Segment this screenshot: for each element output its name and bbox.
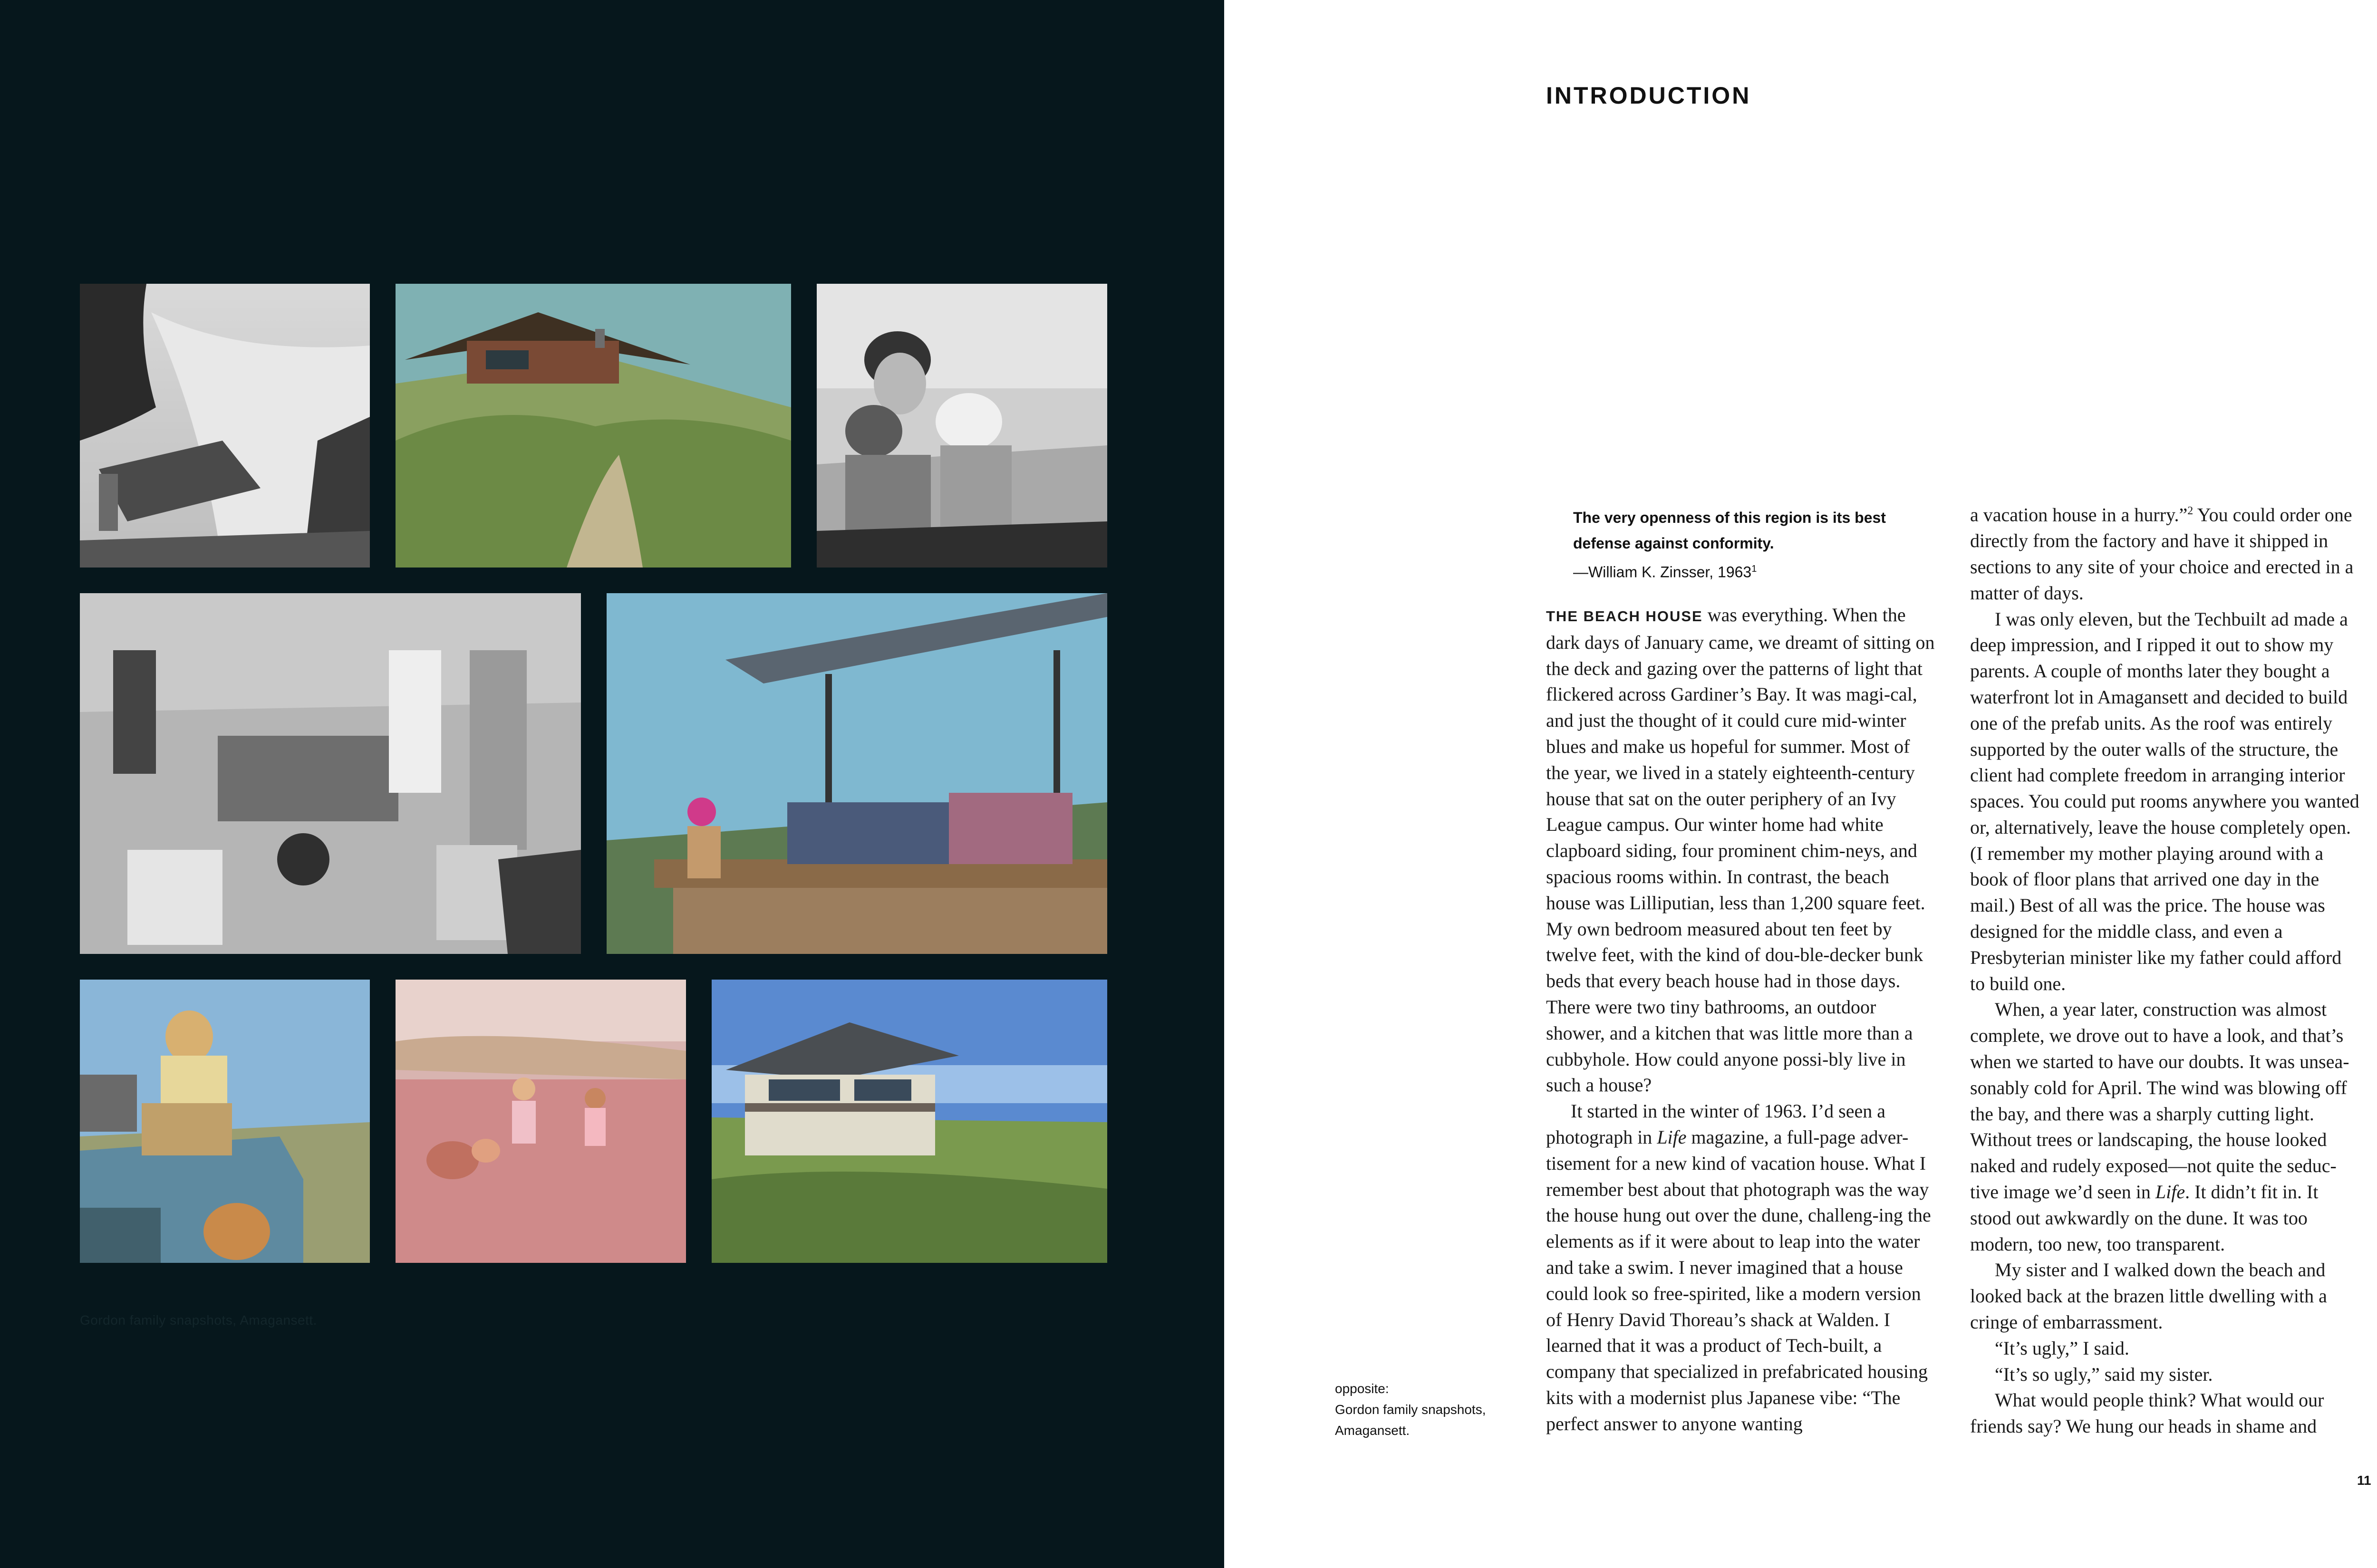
lead-in: THE BEACH HOUSE <box>1546 608 1703 625</box>
paragraph: What would people think? What would our friends say? We hung our heads in shame and <box>1970 1389 2324 1437</box>
paragraph-text: . It didn’t fit in. It stood out awkwardly on the dune. It was too modern, too new, too transparent. <box>1970 1181 2319 1255</box>
body-column-1 <box>1546 602 1936 1437</box>
paragraph-text: It started in the winter of 1963. I’d seen a photograph in <box>1546 1100 1886 1148</box>
photo-mother-children-bw <box>817 284 1107 568</box>
footnote-ref-2: 2 <box>2187 505 2193 517</box>
paragraph <box>1546 602 1936 1098</box>
photo-porch-family-color <box>607 593 1107 954</box>
photo-house-dune-color <box>396 284 791 568</box>
caption-line: Amagansett. <box>1335 1423 1410 1438</box>
caption-label: opposite: <box>1335 1381 1389 1396</box>
paragraph-text: When, a year later, construction was almost complete, we drove out to have a look, and that’s when we started to have our doubts. It was unsea-sonably cold for April. The wind was blowing off the bay, and there was a sharply cutting light. Without trees or landscaping, the house looked naked and rudely exposed—not quite the seduc-tive image we’d seen in <box>1970 999 2349 1203</box>
chapter-heading: INTRODUCTION <box>1546 82 1751 109</box>
caption-line: Gordon family snapshots, <box>1335 1402 1486 1417</box>
paragraph-text: You could order one directly from the factory and have it shipped in sections to any site of your choice and erected in a matter of days. <box>1970 504 2354 604</box>
paragraph-text: a vacation house in a hurry.” <box>1970 504 2188 526</box>
epigraph-quote-line-2: defense against conformity. <box>1573 535 1774 552</box>
paragraph <box>1970 997 2360 1257</box>
body-column-2 <box>1970 498 2360 1440</box>
paragraph <box>1546 1098 1936 1437</box>
faint-caption: Gordon family snapshots, Amagansett. <box>80 1313 317 1328</box>
photo-beach-bw <box>80 284 370 568</box>
photo-house-sky-color <box>712 980 1107 1263</box>
footnote-ref-1: 1 <box>1751 564 1757 574</box>
magazine-title: Life <box>1657 1126 1687 1148</box>
photo-boy-car-color <box>80 980 370 1263</box>
paragraph: “It’s so ugly,” said my sister. <box>1995 1363 2213 1385</box>
paragraph: I was only eleven, but the Techbuilt ad made a deep impression, and I ripped it out to show my parents. A couple of months later they bought a waterfront lot in Amagansett and decided to build one of the prefab units. As the roof was entirely supported by the outer walls of the structure, the client had complete freedom in arranging interior spaces. You could put rooms anywhere you wanted or, alternatively, leave the house completely open. (I remember my mother playing around with a book of floor plans that arrived one day in the mail.) Best of all was the price. The house was designed for the middle class, and even a Presbyterian minister like my father could afford to build one. <box>1970 608 2359 994</box>
paragraph-text: was everything. When the dark days of January came, we dreamt of sitting on the deck and gazing over the patterns of light that flickered across Gardiner’s Bay. It was magi-cal, and just the thought of it could cure mid-winter blues and make us hopeful for summer. Most of the year, we lived in a stately eighteenth-century house that sat on the outer periphery of an Ivy League campus. Our winter home had white clapboard siding, four prominent chim-neys, and spacious rooms within. In contrast, the beach house was Lilliputian, less than 1,200 square feet. My own bedroom measured about ten feet by twelve feet, with the kind of dou-ble-decker bunk beds that every beach house had in those days. There were two tiny bathrooms, an outdoor shower, and a kitchen that was little more than a cubbyhole. How could anyone possi-bly live in such a house? <box>1546 604 1935 1096</box>
photo-children-water-color <box>396 980 686 1263</box>
magazine-title: Life <box>2155 1181 2185 1203</box>
paragraph: My sister and I walked down the beach and looked back at the brazen little dwelling with a cringe of embarrassment. <box>1970 1259 2327 1333</box>
photo-caption <box>1335 1378 1506 1441</box>
paragraph: “It’s ugly,” I said. <box>1995 1337 2129 1359</box>
page-number: 11 <box>2357 1473 2371 1488</box>
photo-picnic-group-bw <box>80 593 581 954</box>
paragraph-text: magazine, a full-page adver-tisement for a new kind of vacation house. What I remember best about that photograph was the way the house hung out over the dune, challeng-ing the elements as if it were about to leap into the water and take a swim. I never imagined that a house could look so free-spirited, like a modern version of Henry David Thoreau’s shack at Walden. I learned that it was a product of Tech-built, a company that specialized in prefabricated housing kits with a modernist plus Japanese vibe: “The perfect answer to anyone wanting <box>1546 1126 1931 1434</box>
paragraph <box>1970 498 2360 606</box>
epigraph-quote-line-1: The very openness of this region is its best <box>1573 509 1886 526</box>
epigraph-attribution-text: —William K. Zinsser, 1963 <box>1573 563 1752 581</box>
epigraph-attribution <box>1573 556 1944 585</box>
epigraph <box>1573 505 1944 585</box>
